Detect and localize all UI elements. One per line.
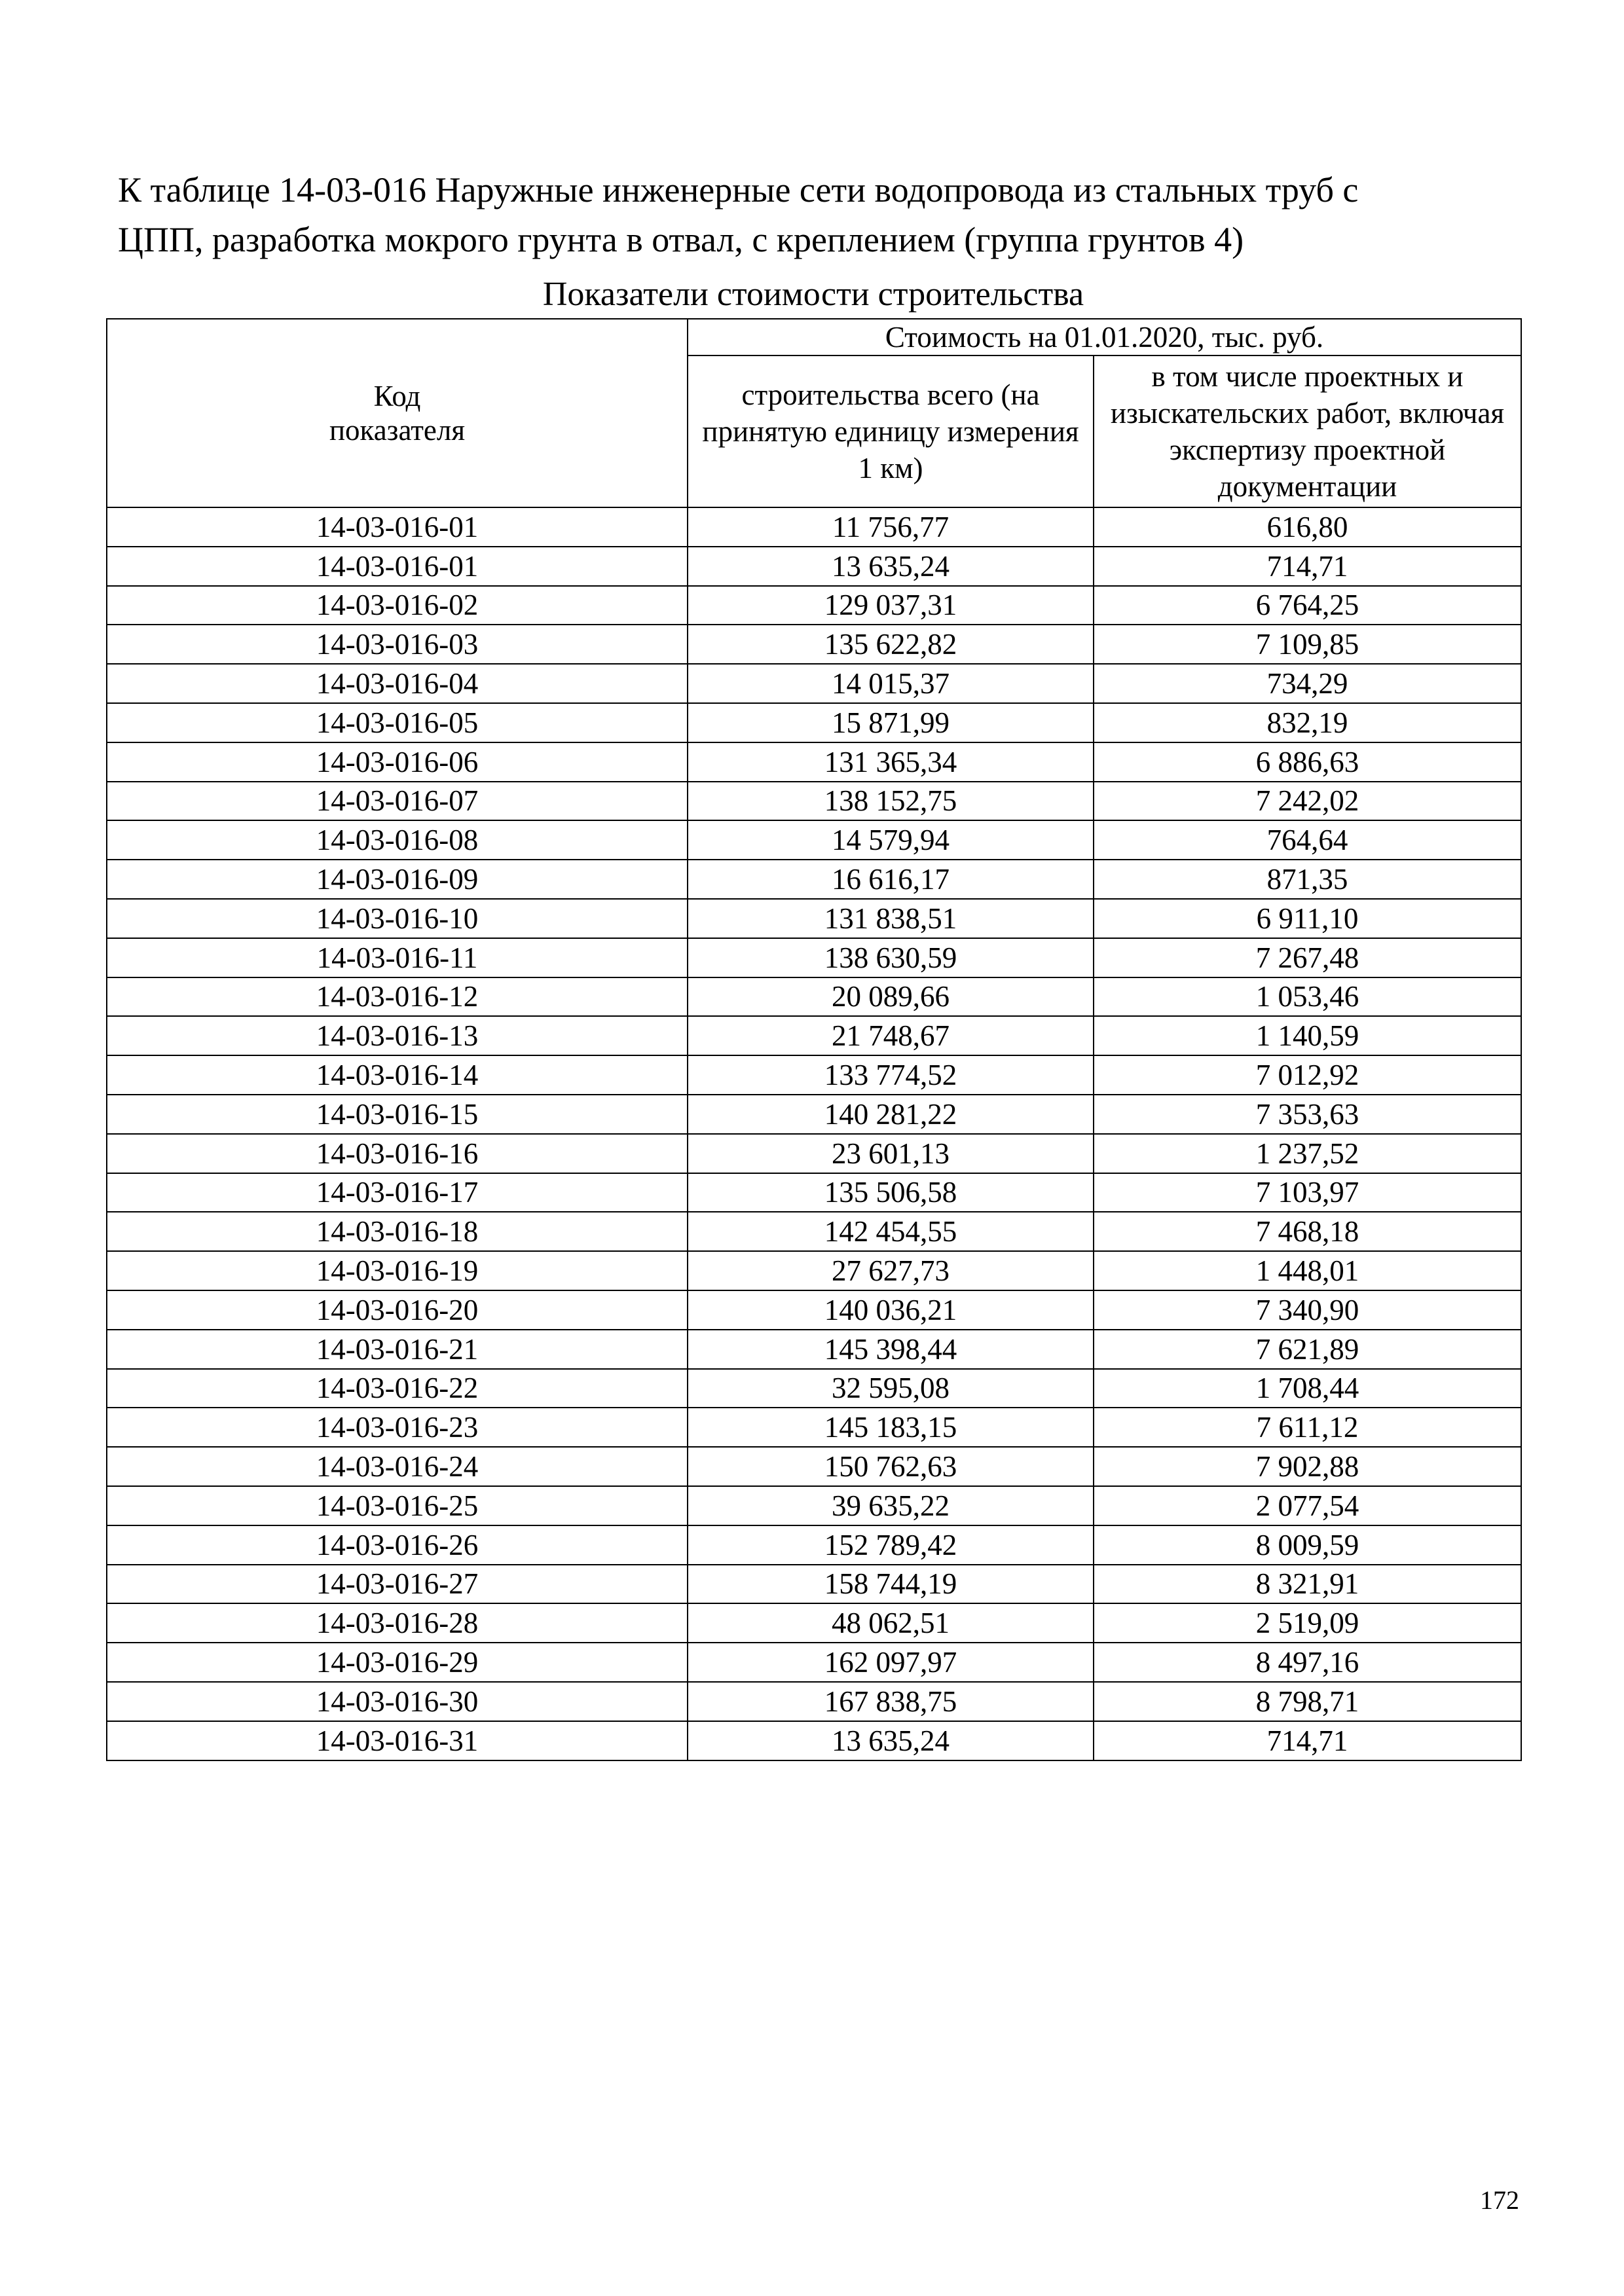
cell-total: 135 622,82 xyxy=(688,625,1094,664)
cell-code: 14-03-016-30 xyxy=(107,1682,688,1721)
table-row xyxy=(107,1408,1521,1447)
table-body xyxy=(107,507,1521,1760)
table-row xyxy=(107,1682,1521,1721)
table-row xyxy=(107,860,1521,899)
cell-design: 7 468,18 xyxy=(1094,1212,1521,1251)
header-total: строительства всего (на принятую единицу измерения 1 км) xyxy=(688,355,1094,507)
cell-total: 152 789,42 xyxy=(688,1525,1094,1565)
table-row xyxy=(107,507,1521,547)
cell-design: 7 902,88 xyxy=(1094,1447,1521,1486)
cell-code: 14-03-016-26 xyxy=(107,1525,688,1565)
table-row xyxy=(107,977,1521,1017)
cell-design: 734,29 xyxy=(1094,664,1521,703)
cell-design: 1 708,44 xyxy=(1094,1369,1521,1408)
table-row xyxy=(107,1134,1521,1173)
cell-code: 14-03-016-29 xyxy=(107,1643,688,1682)
cell-total: 13 635,24 xyxy=(688,1721,1094,1760)
cell-design: 764,64 xyxy=(1094,820,1521,860)
cell-design: 832,19 xyxy=(1094,703,1521,742)
table-row xyxy=(107,664,1521,703)
cell-design: 7 353,63 xyxy=(1094,1095,1521,1134)
cell-code: 14-03-016-01 xyxy=(107,507,688,547)
header-code-label: Код показателя xyxy=(329,380,466,446)
table-row xyxy=(107,1016,1521,1055)
cell-total: 21 748,67 xyxy=(688,1016,1094,1055)
cell-code: 14-03-016-09 xyxy=(107,860,688,899)
table-row xyxy=(107,547,1521,586)
cell-total: 142 454,55 xyxy=(688,1212,1094,1251)
table-row xyxy=(107,1603,1521,1643)
table-row xyxy=(107,1369,1521,1408)
cell-total: 14 015,37 xyxy=(688,664,1094,703)
cell-code: 14-03-016-17 xyxy=(107,1173,688,1212)
cell-total: 138 152,75 xyxy=(688,782,1094,821)
cell-design: 8 009,59 xyxy=(1094,1525,1521,1565)
table-row xyxy=(107,1173,1521,1212)
cell-total: 14 579,94 xyxy=(688,820,1094,860)
table-row xyxy=(107,1486,1521,1525)
cell-code: 14-03-016-22 xyxy=(107,1369,688,1408)
cell-total: 162 097,97 xyxy=(688,1643,1094,1682)
cell-design: 7 242,02 xyxy=(1094,782,1521,821)
table-row xyxy=(107,1721,1521,1760)
cell-code: 14-03-016-31 xyxy=(107,1721,688,1760)
cell-total: 15 871,99 xyxy=(688,703,1094,742)
cell-total: 27 627,73 xyxy=(688,1251,1094,1290)
table-row xyxy=(107,1251,1521,1290)
table-row xyxy=(107,625,1521,664)
cell-code: 14-03-016-08 xyxy=(107,820,688,860)
cell-code: 14-03-016-13 xyxy=(107,1016,688,1055)
cell-total: 133 774,52 xyxy=(688,1055,1094,1095)
cell-code: 14-03-016-14 xyxy=(107,1055,688,1095)
cell-total: 140 281,22 xyxy=(688,1095,1094,1134)
table-row xyxy=(107,899,1521,938)
table-row xyxy=(107,1565,1521,1604)
cell-design: 7 340,90 xyxy=(1094,1290,1521,1330)
cell-design: 1 053,46 xyxy=(1094,977,1521,1017)
table-row xyxy=(107,703,1521,742)
table-row xyxy=(107,742,1521,782)
heading-line-2: ЦПП, разработка мокрого грунта в отвал, с креплением (группа грунтов 4) xyxy=(118,220,1244,259)
cell-total: 167 838,75 xyxy=(688,1682,1094,1721)
cell-total: 131 838,51 xyxy=(688,899,1094,938)
cell-design: 8 321,91 xyxy=(1094,1565,1521,1604)
cell-design: 6 764,25 xyxy=(1094,586,1521,625)
cell-design: 871,35 xyxy=(1094,860,1521,899)
cell-total: 145 183,15 xyxy=(688,1408,1094,1447)
table-row xyxy=(107,1525,1521,1565)
cell-design: 7 109,85 xyxy=(1094,625,1521,664)
cell-total: 23 601,13 xyxy=(688,1134,1094,1173)
table-row xyxy=(107,586,1521,625)
cell-total: 140 036,21 xyxy=(688,1290,1094,1330)
cell-code: 14-03-016-15 xyxy=(107,1095,688,1134)
cell-code: 14-03-016-25 xyxy=(107,1486,688,1525)
cell-total: 32 595,08 xyxy=(688,1369,1094,1408)
cell-design: 6 886,63 xyxy=(1094,742,1521,782)
cell-code: 14-03-016-03 xyxy=(107,625,688,664)
heading-line-1: К таблице 14-03-016 Наружные инженерные сети водопровода из стальных труб с xyxy=(118,170,1359,210)
cell-total: 48 062,51 xyxy=(688,1603,1094,1643)
cell-design: 714,71 xyxy=(1094,1721,1521,1760)
cell-code: 14-03-016-19 xyxy=(107,1251,688,1290)
cell-total: 39 635,22 xyxy=(688,1486,1094,1525)
cell-design: 616,80 xyxy=(1094,507,1521,547)
cell-total: 20 089,66 xyxy=(688,977,1094,1017)
table-row xyxy=(107,1447,1521,1486)
cell-design: 6 911,10 xyxy=(1094,899,1521,938)
header-cost: Стоимость на 01.01.2020, тыс. руб. xyxy=(688,319,1521,355)
table-row xyxy=(107,1055,1521,1095)
cell-design: 8 497,16 xyxy=(1094,1643,1521,1682)
cell-code: 14-03-016-02 xyxy=(107,586,688,625)
cell-code: 14-03-016-01 xyxy=(107,547,688,586)
cell-code: 14-03-016-21 xyxy=(107,1330,688,1369)
cell-design: 7 103,97 xyxy=(1094,1173,1521,1212)
cell-design: 1 448,01 xyxy=(1094,1251,1521,1290)
cell-design: 7 621,89 xyxy=(1094,1330,1521,1369)
cell-code: 14-03-016-27 xyxy=(107,1565,688,1604)
cell-design: 714,71 xyxy=(1094,547,1521,586)
table-title: Показатели стоимости строительства xyxy=(542,276,1084,313)
cell-code: 14-03-016-24 xyxy=(107,1447,688,1486)
table-row xyxy=(107,820,1521,860)
document-heading xyxy=(118,165,1526,264)
cell-design: 7 012,92 xyxy=(1094,1055,1521,1095)
cell-code: 14-03-016-10 xyxy=(107,899,688,938)
cell-code: 14-03-016-11 xyxy=(107,938,688,977)
cell-design: 7 611,12 xyxy=(1094,1408,1521,1447)
header-code xyxy=(107,319,688,507)
table-row xyxy=(107,1095,1521,1134)
cell-total: 135 506,58 xyxy=(688,1173,1094,1212)
cell-total: 129 037,31 xyxy=(688,586,1094,625)
cell-code: 14-03-016-06 xyxy=(107,742,688,782)
cell-total: 145 398,44 xyxy=(688,1330,1094,1369)
cell-design: 2 077,54 xyxy=(1094,1486,1521,1525)
cell-total: 150 762,63 xyxy=(688,1447,1094,1486)
cell-code: 14-03-016-04 xyxy=(107,664,688,703)
cell-total: 138 630,59 xyxy=(688,938,1094,977)
cell-design: 1 140,59 xyxy=(1094,1016,1521,1055)
cell-design: 1 237,52 xyxy=(1094,1134,1521,1173)
table-row xyxy=(107,1643,1521,1682)
cell-total: 158 744,19 xyxy=(688,1565,1094,1604)
cell-total: 13 635,24 xyxy=(688,547,1094,586)
cell-code: 14-03-016-20 xyxy=(107,1290,688,1330)
cell-total: 11 756,77 xyxy=(688,507,1094,547)
cell-total: 16 616,17 xyxy=(688,860,1094,899)
table-row xyxy=(107,938,1521,977)
page-number: 172 xyxy=(1480,2185,1519,2215)
table-row xyxy=(107,1330,1521,1369)
table-row xyxy=(107,782,1521,821)
cell-code: 14-03-016-28 xyxy=(107,1603,688,1643)
cell-code: 14-03-016-07 xyxy=(107,782,688,821)
cell-design: 7 267,48 xyxy=(1094,938,1521,977)
cell-design: 2 519,09 xyxy=(1094,1603,1521,1643)
table-row xyxy=(107,1290,1521,1330)
table-row xyxy=(107,1212,1521,1251)
cell-design: 8 798,71 xyxy=(1094,1682,1521,1721)
cell-code: 14-03-016-12 xyxy=(107,977,688,1017)
cell-code: 14-03-016-23 xyxy=(107,1408,688,1447)
cell-code: 14-03-016-18 xyxy=(107,1212,688,1251)
cell-total: 131 365,34 xyxy=(688,742,1094,782)
cell-code: 14-03-016-16 xyxy=(107,1134,688,1173)
header-design: в том числе проектных и изыскательских работ, включая экспертизу проектной документации xyxy=(1094,355,1521,507)
cell-code: 14-03-016-05 xyxy=(107,703,688,742)
cost-indicators-table xyxy=(106,318,1522,1761)
